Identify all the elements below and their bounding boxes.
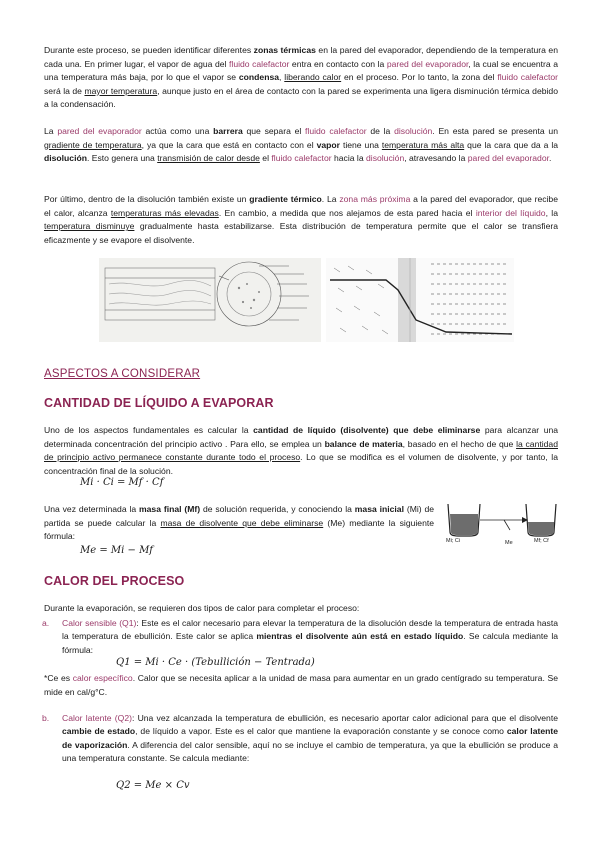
- beaker-label-final: Mf; Cf: [534, 538, 549, 544]
- list-item-sensible-heat: a. Calor sensible (Q1): Este es el calor necesario para elevar la temperatura de la disolución desde la temperatura de entrada hasta la temperatura de ebullición. Este calor se aplica mientras el disolvente aún está en estado líquido. Se calcula mediante la fórmula:: [42, 618, 559, 655]
- note-specific-heat: *Ce es calor específico. Calor que se necesita aplicar a la unidad de masa para aumentar en un grado centígrado su temperatura. Se mide en cal/g°C.: [44, 673, 558, 697]
- paragraph-solvent-mass: Una vez determinada la masa final (Mf) de solución requerida, y conociendo la masa inicial (Mi) de partida se puede calcular la masa de disolvente que debe eliminarse (Me) mediante la siguiente fórmula:: [44, 504, 435, 542]
- list-marker-b: b.: [42, 713, 50, 723]
- heading-process-heat: CALOR DEL PROCESO: [44, 574, 185, 588]
- paragraph-evaporator-wall: La pared del evaporador actúa como una barrera que separa el fluido calefactor de la disolución. En esta pared se presenta un gradiente de temperatura, ya que la cara que está en contacto con el vapor tiene una temperatura más alta que la cara que da a la disolución. Esto genera una transmisión de calor desde el fluido calefactor hacia la disolución, atravesando la pared del evaporador.: [44, 126, 559, 164]
- paragraph-heat-types: Durante la evaporación, se requieren dos tipos de calor para completar el proceso:: [44, 603, 360, 613]
- beaker-diagram: [444, 500, 558, 550]
- temperature-gradient-diagram: [326, 258, 514, 342]
- equation-mass-balance: Mi · Ci = Mf · Cf: [80, 477, 164, 488]
- paragraph-mass-balance: Uno de los aspectos fundamentales es calcular la cantidad de líquido (disolvente) que debe eliminarse para alcanzar una determinada concentración del principio activo . Para ello, se emplea un balance de materia, basado en el hecho de que la cantidad de principio activo permanece constante durante todo el proceso. Lo que se modifica es el volumen de disolvente, y por tanto, la concentración final de la solución.: [44, 425, 559, 476]
- equation-latent-heat: Q2 = Me × Cv: [116, 780, 190, 791]
- equation-solvent-mass: Me = Mi − Mf: [80, 545, 154, 556]
- equation-sensible-heat: Q1 = Mi · Ce · (Tebullición − Tentrada): [116, 657, 315, 668]
- list-item-latent-heat: b. Calor latente (Q2): Una vez alcanzada la temperatura de ebullición, es necesario aportar calor adicional para que el disolvente cambie de estado, de líquido a vapor. Este es el calor que mantiene la evaporación constante y se conoce como calor latente de vaporización. A diferencia del calor sensible, aquí no se incluye el cambio de temperatura, ya que la ebullición se produce a una temperatura constante. Se calcula mediante:: [42, 713, 559, 764]
- beaker-label-evaporated: Me: [505, 540, 513, 546]
- heading-liquid-quantity: CANTIDAD DE LÍQUIDO A EVAPORAR: [44, 396, 274, 410]
- heading-aspects: ASPECTOS A CONSIDERAR: [44, 368, 201, 380]
- paragraph-thermal-zones: Durante este proceso, se pueden identificar diferentes zonas térmicas en la pared del evaporador, dependiendo de la temperatura en cada una. En primer lugar, el vapor de agua del fluido calefactor entra en contacto con la pared del evaporador, la cual se encuentra a una temperatura más baja, por lo que el vapor se condensa, liberando calor en el proceso. Por lo tanto, la zona del fluido calefactor será la de mayor temperatura, aunque justo en el área de contacto con la pared se experimenta una ligera disminución térmica debido a la condensación.: [44, 45, 559, 110]
- evaporator-tube-illustration: [99, 258, 321, 342]
- list-marker-a: a.: [42, 618, 50, 628]
- beaker-label-initial: Mi; Ci: [446, 538, 461, 544]
- paragraph-solution-gradient: Por último, dentro de la disolución también existe un gradiente térmico. La zona más próxima a la pared del evaporador, que recibe el calor, alcanza temperaturas más elevadas. En cambio, a medida que nos alejamos de esta pared hacia el interior del líquido, la temperatura disminuye gradualmente hasta estabilizarse. Esta distribución de temperatura permite que el calor se transfiera eficazmente y se evapore el disolvente.: [44, 194, 558, 245]
